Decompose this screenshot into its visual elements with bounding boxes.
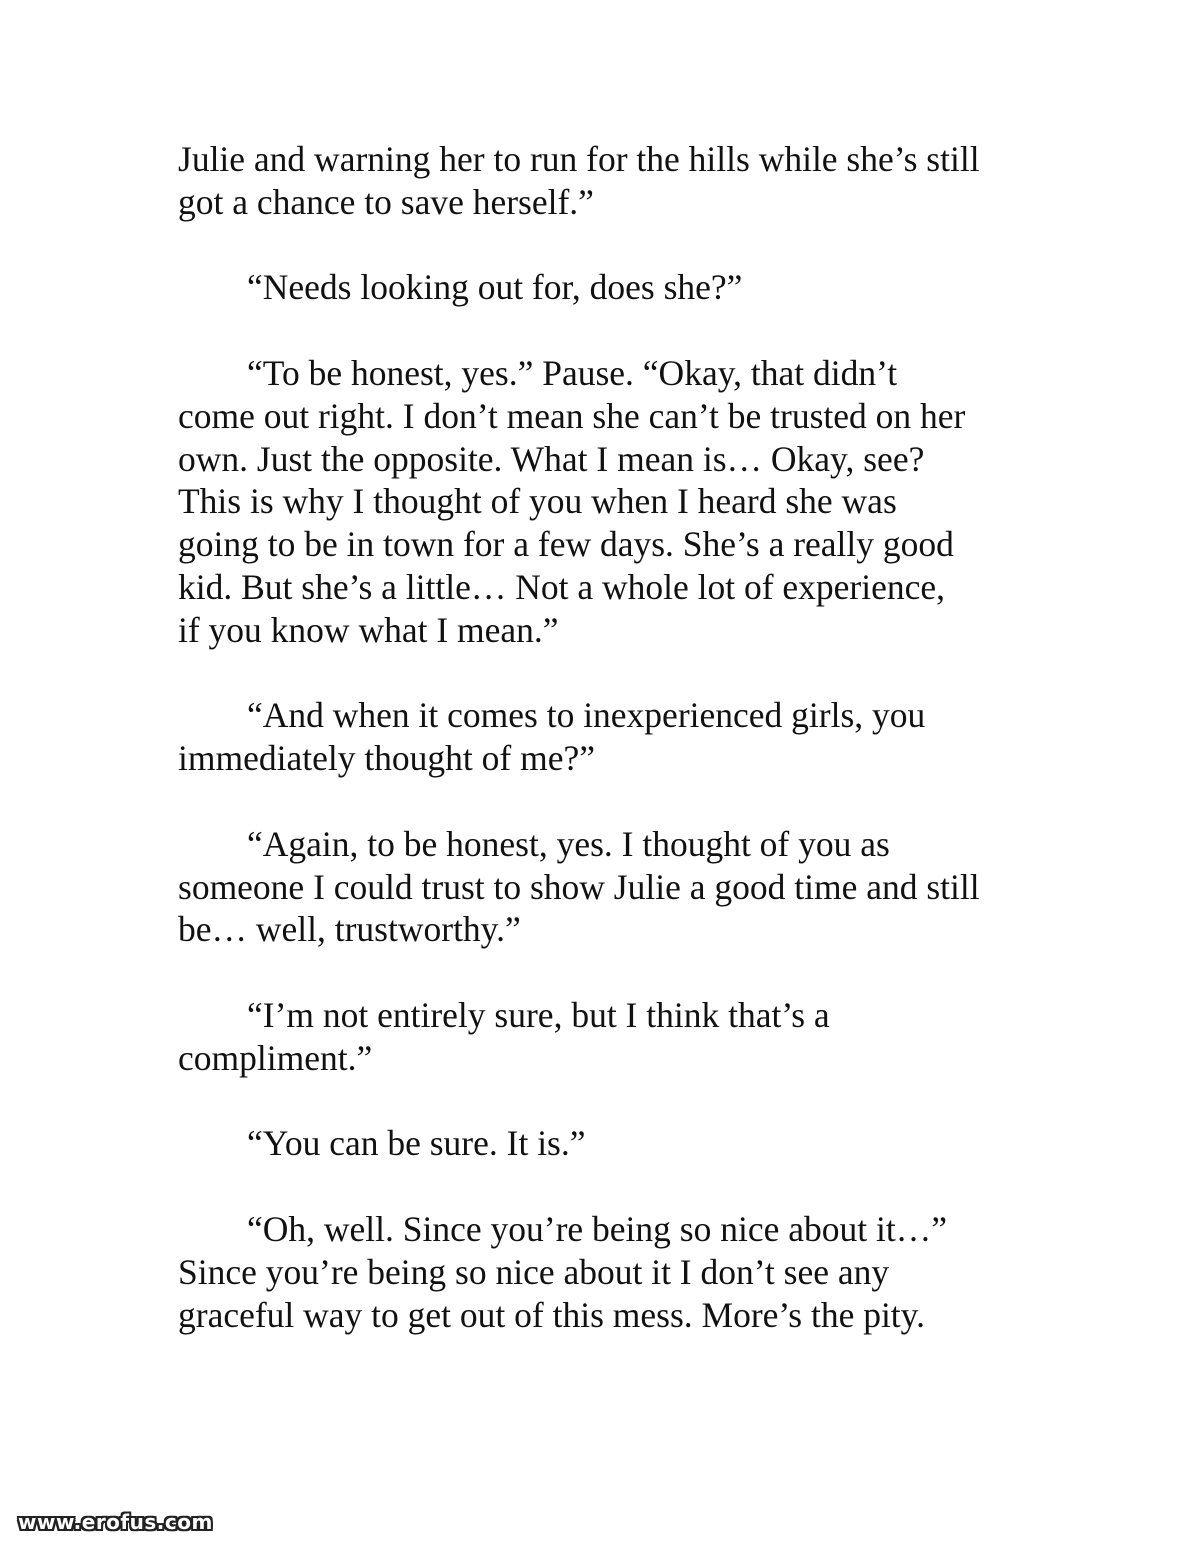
- text-line: Since you’re being so nice about it I don’t see any: [178, 1251, 890, 1292]
- paragraph: [178, 823, 1038, 951]
- text-line: compliment.”: [178, 1037, 373, 1078]
- text-line: “Oh, well. Since you’re being so nice about it…”: [247, 1208, 947, 1249]
- paragraph: [178, 994, 1038, 1080]
- paragraph: [178, 694, 1038, 780]
- watermark: www.erofus.com: [18, 1510, 213, 1534]
- paragraph: [178, 1208, 1038, 1336]
- text-line: come out right. I don’t mean she can’t be trusted on her: [178, 395, 966, 436]
- text-line: This is why I thought of you when I heard she was: [178, 481, 897, 522]
- text-line: Julie and warning her to run for the hills while she’s still: [178, 139, 980, 179]
- text-line: someone I could trust to show Julie a good time and still: [178, 866, 980, 907]
- text-line: immediately thought of me?”: [178, 738, 596, 779]
- paragraph: [178, 1122, 1038, 1165]
- paragraph: [178, 266, 1038, 309]
- paragraph: [178, 138, 1038, 224]
- text-line: “And when it comes to inexperienced girls, you: [247, 695, 926, 736]
- text-line: going to be in town for a few days. She’s a really good: [178, 524, 954, 565]
- text-line: be… well, trustworthy.”: [178, 909, 521, 950]
- text-line: got a chance to save herself.”: [178, 181, 594, 222]
- text-line: kid. But she’s a little… Not a whole lot of experience,: [178, 566, 946, 607]
- text-line: own. Just the opposite. What I mean is… Okay, see?: [178, 438, 925, 479]
- text-line: if you know what I mean.”: [178, 609, 559, 650]
- text-line: “To be honest, yes.” Pause. “Okay, that didn’t: [247, 352, 898, 393]
- text-line: “Needs looking out for, does she?”: [247, 267, 743, 308]
- text-line: “I’m not entirely sure, but I think that’s a: [247, 994, 830, 1035]
- text-line: “Again, to be honest, yes. I thought of you as: [247, 823, 890, 864]
- text-line: graceful way to get out of this mess. More’s the pity.: [178, 1294, 925, 1335]
- text-line: “You can be sure. It is.”: [247, 1123, 586, 1164]
- body-text: [178, 138, 1038, 1379]
- paragraph: [178, 352, 1038, 652]
